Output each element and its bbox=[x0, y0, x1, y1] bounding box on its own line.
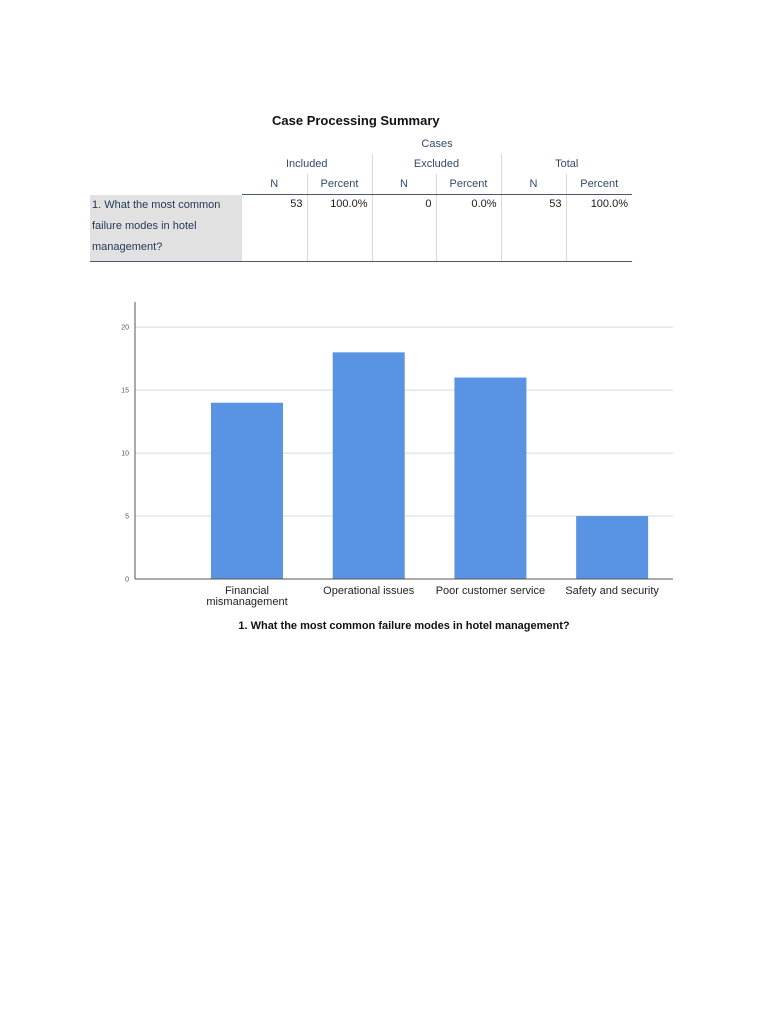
bar bbox=[333, 352, 405, 579]
y-tick-labels bbox=[121, 325, 129, 584]
sub-header-percent: Percent bbox=[566, 174, 632, 195]
sub-header-n: N bbox=[372, 174, 436, 195]
group-header-row bbox=[90, 134, 632, 154]
x-tick-label-line: mismanagement bbox=[206, 596, 288, 608]
total-n-cell: 53 bbox=[501, 195, 566, 262]
corner-cell bbox=[90, 154, 242, 174]
x-tick-label bbox=[565, 585, 659, 597]
excluded-n-cell: 0 bbox=[372, 195, 436, 262]
summary-table bbox=[90, 134, 632, 262]
col-group-row bbox=[90, 154, 632, 174]
gridlines bbox=[135, 327, 673, 516]
sub-header-percent: Percent bbox=[436, 174, 501, 195]
col-group-included: Included bbox=[285, 158, 328, 170]
sub-header-n: N bbox=[242, 174, 307, 195]
bar bbox=[576, 516, 648, 579]
total-percent-cell: 100.0% bbox=[566, 195, 632, 262]
corner-cell bbox=[90, 174, 242, 195]
y-tick-label: 15 bbox=[121, 387, 129, 395]
x-tick-label-line: Operational issues bbox=[323, 585, 415, 597]
y-tick-label: 0 bbox=[125, 576, 129, 584]
x-tick-label bbox=[206, 585, 287, 608]
bars bbox=[211, 352, 648, 579]
data-row bbox=[90, 195, 632, 262]
sub-header-percent: Percent bbox=[307, 174, 372, 195]
x-tick-label bbox=[436, 585, 545, 597]
x-tick-label bbox=[323, 585, 415, 597]
x-tick-label-line: Poor customer service bbox=[435, 585, 546, 597]
summary-title: Case Processing Summary bbox=[272, 113, 440, 128]
x-tick-labels bbox=[206, 585, 659, 608]
row-label: 1. What the most common failure modes in hotel management? bbox=[90, 195, 242, 262]
x-axis-label: 1. What the most common failure modes in hotel management? bbox=[238, 620, 570, 632]
excluded-percent-cell: 0.0% bbox=[436, 195, 501, 262]
included-n-cell: 53 bbox=[242, 195, 307, 262]
y-tick-label: 20 bbox=[121, 324, 129, 332]
x-tick-label-line: Financial bbox=[224, 585, 269, 597]
sub-header-row bbox=[90, 174, 632, 195]
x-tick-label-line: Safety and security bbox=[565, 585, 659, 597]
bar bbox=[454, 378, 526, 579]
cases-header: Cases bbox=[421, 138, 453, 150]
y-tick-label: 10 bbox=[121, 450, 129, 458]
corner-cell bbox=[90, 134, 242, 154]
sub-header-n: N bbox=[501, 174, 566, 195]
col-group-excluded: Excluded bbox=[372, 154, 501, 174]
bar bbox=[211, 403, 283, 579]
included-percent-cell: 100.0% bbox=[307, 195, 372, 262]
y-tick-label: 5 bbox=[125, 513, 129, 521]
axes bbox=[135, 302, 673, 579]
col-group-total: Total bbox=[501, 154, 632, 174]
